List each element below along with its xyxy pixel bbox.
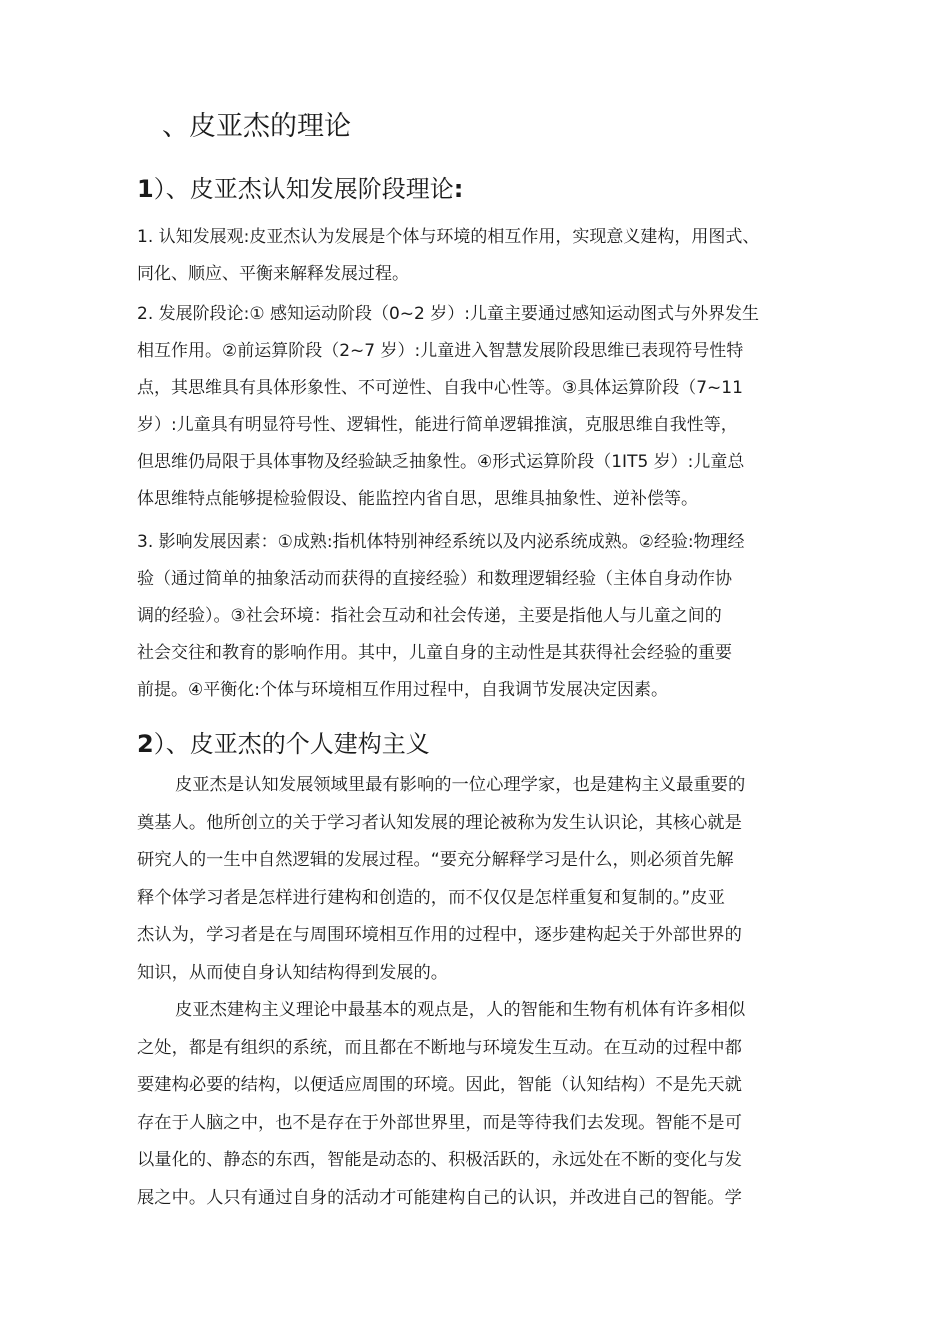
text-line: 要建构必要的结构，以便适应周围的环境。因此，智能（认知结构）不是先天就: [137, 1075, 742, 1095]
text-line: 皮亚杰建构主义理论中最基本的观点是，人的智能和生物有机体有许多相似: [175, 1000, 746, 1020]
text-line: 前提。④平衡化:个体与环境相互作用过程中，自我调节发展决定因素。: [137, 680, 668, 700]
text-line: 相互作用。②前运算阶段（2~7 岁）:儿童进入智慧发展阶段思维已表现符号性特: [137, 341, 744, 361]
page-title: 、皮亚杰的理论: [162, 111, 351, 142]
paragraph-1: [137, 767, 745, 992]
text-line: 展之中。人只有通过自身的活动才可能建构自己的认识，并改进自己的智能。学: [137, 1187, 742, 1208]
text-line: 社会交往和教育的影响作用。其中，儿童自身的主动性是其获得社会经验的重要: [137, 643, 732, 663]
section-heading-colon: :: [453, 175, 464, 203]
text-line: 研究人的一生中自然逻辑的发展过程。“要充分解释学习是什么，则必须首先解: [137, 850, 734, 870]
text-line: 体思维特点能够提检验假设、能监控内省自思，思维具抽象性、逆补偿等。: [137, 489, 698, 509]
text-line: 存在于人脑之中，也不是存在于外部世界里，而是等待我们去发现。智能不是可: [137, 1112, 742, 1133]
text-line: 奠基人。他所创立的关于学习者认知发展的理论被称为发生认识论，其核心就是: [137, 812, 742, 833]
section-heading-2: [137, 727, 430, 761]
text-line: 皮亚杰是认知发展领域里最有影响的一位心理学家，也是建构主义最重要的: [175, 775, 746, 795]
text-line: 但思维仍局限于具体事物及经验缺乏抽象性。④形式运算阶段（1IT5 岁）:儿童总: [137, 452, 745, 472]
list-item-influence-factors: [137, 524, 745, 709]
list-item-cognitive-view: [137, 219, 759, 293]
text-line: 同化、顺应、平衡来解释发展过程。: [137, 264, 409, 284]
text-line: 释个体学习者是怎样进行建构和创造的，而不仅仅是怎样重复和复制的。”皮亚: [137, 887, 725, 908]
text-line: 验（通过简单的抽象活动而获得的直接经验）和数理逻辑经验（主体自身动作协: [137, 569, 732, 589]
text-line: 2. 发展阶段论:① 感知运动阶段（0~2 岁）:儿童主要通过感知运动图式与外界发生: [137, 304, 760, 324]
text-line: 知识，从而使自身认知结构得到发展的。: [137, 962, 449, 983]
section-heading-text: ）、皮亚杰的个人建构主义: [153, 730, 430, 758]
section-number: 1: [137, 175, 154, 203]
text-line: 杰认为，学习者是在与周围环境相互作用的过程中，逐步建构起关于外部世界的: [137, 925, 742, 945]
section-number: 2: [137, 730, 154, 758]
text-line: 以量化的、静态的东西，智能是动态的、积极活跃的，永远处在不断的变化与发: [137, 1150, 742, 1170]
section-heading-1: [137, 172, 463, 206]
text-line: 调的经验）。③社会环境：指社会互动和社会传递，主要是指他人与儿童之间的: [137, 606, 722, 626]
text-line: 3. 影响发展因素：①成熟:指机体特别神经系统以及内泌系统成熟。②经验:物理经: [137, 532, 745, 552]
list-item-stage-theory: [137, 296, 759, 518]
text-line: 之处，都是有组织的系统，而且都在不断地与环境发生互动。在互动的过程中都: [137, 1037, 742, 1058]
text-line: 点，其思维具有具体形象性、不可逆性、自我中心性等。③具体运算阶段（7~11: [137, 378, 743, 398]
text-line: 1. 认知发展观:皮亚杰认为发展是个体与环境的相互作用，实现意义建构，用图式、: [137, 227, 760, 247]
paragraph-2: [137, 992, 745, 1217]
text-line: 岁）:儿童具有明显符号性、逻辑性，能进行简单逻辑推演，克服思维自我性等，: [137, 415, 738, 435]
section-heading-text: ）、皮亚杰认知发展阶段理论: [153, 175, 454, 203]
